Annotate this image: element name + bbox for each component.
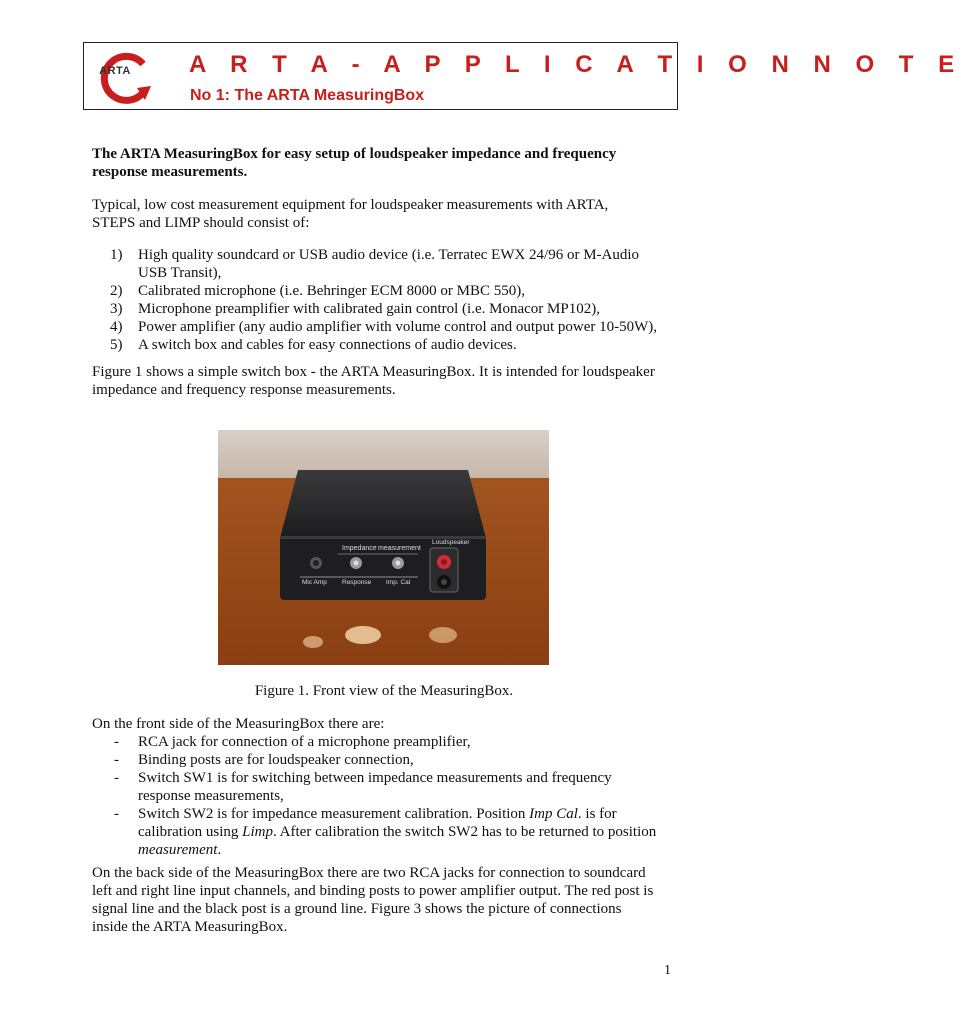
list-text: Switch SW1 is for switching between impedance measurements and frequency bbox=[138, 770, 612, 786]
header-title: A R T A - A P P L I C A T I O N N O T E bbox=[189, 51, 963, 78]
list-text-italic: Imp Cal bbox=[529, 806, 578, 822]
page-number: 1 bbox=[664, 963, 671, 978]
list-text: Calibrated microphone (i.e. Behringer ECM 8000 or MBC 550), bbox=[138, 283, 526, 299]
front-side-list bbox=[92, 733, 692, 859]
figure-intro-line-2: impedance and frequency response measurements. bbox=[92, 382, 396, 398]
list-number: 2) bbox=[110, 283, 123, 299]
list-text: Microphone preamplifier with calibrated gain control (i.e. Monacor MP102), bbox=[138, 301, 600, 317]
list-text-cont: response measurements, bbox=[138, 788, 284, 804]
list-item bbox=[92, 751, 692, 769]
list-number: 1) bbox=[110, 247, 123, 263]
equipment-list bbox=[92, 246, 692, 354]
back-side-line-3: signal line and the black post is a ground line. Figure 3 shows the picture of connections bbox=[92, 901, 622, 917]
list-dash: - bbox=[114, 752, 119, 768]
figure-caption: Figure 1. Front view of the MeasuringBox. bbox=[254, 683, 514, 699]
photo-label-impedance: Impedance bbox=[342, 545, 377, 552]
list-text: RCA jack for connection of a microphone preamplifier, bbox=[138, 734, 471, 750]
list-text-italic: measurement bbox=[138, 842, 218, 858]
back-side-paragraph bbox=[92, 864, 692, 936]
back-side-line-4: inside the ARTA MeasuringBox. bbox=[92, 919, 288, 935]
list-item bbox=[92, 336, 692, 354]
intro-paragraph-line-1: Typical, low cost measurement equipment for loudspeaker measurements with ARTA, bbox=[92, 197, 609, 213]
figure-intro-paragraph bbox=[92, 363, 692, 399]
header-subtitle: No 1: The ARTA MeasuringBox bbox=[190, 87, 425, 104]
list-text: Power amplifier (any audio amplifier with volume control and output power 10-50W), bbox=[138, 319, 658, 335]
arta-logo-icon bbox=[99, 52, 151, 104]
list-dash: - bbox=[114, 806, 119, 822]
list-text-italic: Limp bbox=[242, 824, 273, 840]
intro-heading-line-2: response measurements. bbox=[92, 164, 248, 180]
back-side-line-1: On the back side of the MeasuringBox there are two RCA jacks for connection to soundcard bbox=[92, 865, 646, 881]
list-item bbox=[92, 733, 692, 751]
list-text: . is for bbox=[577, 806, 617, 822]
intro-paragraph-line-2: STEPS and LIMP should consist of: bbox=[92, 215, 310, 231]
logo-text: ARTA bbox=[99, 65, 131, 77]
list-item bbox=[92, 318, 692, 336]
list-number: 5) bbox=[110, 337, 123, 353]
list-item bbox=[92, 805, 692, 859]
list-dash: - bbox=[114, 770, 119, 786]
back-side-line-2: left and right line input channels, and binding posts to power amplifier output. The red post is bbox=[92, 883, 654, 899]
photo-label-mic-amp: Mic Amp bbox=[302, 579, 327, 586]
photo-label-imp-cal: Imp. Cal bbox=[386, 579, 411, 586]
photo-label-response: Response bbox=[342, 579, 372, 586]
list-text: calibration using bbox=[138, 824, 243, 840]
list-text: . bbox=[217, 842, 222, 858]
measuringbox-photo bbox=[218, 430, 549, 665]
list-item bbox=[92, 300, 692, 318]
list-item bbox=[92, 282, 692, 300]
list-text: Switch SW2 is for impedance measurement calibration. Position bbox=[138, 806, 530, 822]
photo-label-measurement: measurement bbox=[378, 545, 421, 552]
intro-heading bbox=[92, 145, 692, 181]
photo-label-loudspeaker: Loudspeaker bbox=[432, 539, 470, 546]
front-side-intro: On the front side of the MeasuringBox there are: bbox=[92, 716, 385, 732]
list-text: A switch box and cables for easy connections of audio devices. bbox=[138, 337, 517, 353]
list-dash: - bbox=[114, 734, 119, 750]
list-item bbox=[92, 769, 692, 805]
list-text-cont: USB Transit), bbox=[138, 265, 222, 281]
list-text: . After calibration the switch SW2 has to be returned to position bbox=[273, 824, 657, 840]
figure-intro-line-1: Figure 1 shows a simple switch box - the ARTA MeasuringBox. It is intended for loudspeaker bbox=[92, 364, 655, 380]
header-box bbox=[83, 42, 963, 110]
intro-heading-line-1: The ARTA MeasuringBox for easy setup of loudspeaker impedance and frequency bbox=[92, 146, 617, 162]
list-text: High quality soundcard or USB audio device (i.e. Terratec EWX 24/96 or M-Audio bbox=[138, 247, 640, 263]
list-text: Binding posts are for loudspeaker connection, bbox=[138, 752, 414, 768]
list-number: 3) bbox=[110, 301, 123, 317]
intro-paragraph bbox=[92, 196, 692, 232]
list-number: 4) bbox=[110, 319, 123, 335]
list-item bbox=[92, 246, 692, 282]
